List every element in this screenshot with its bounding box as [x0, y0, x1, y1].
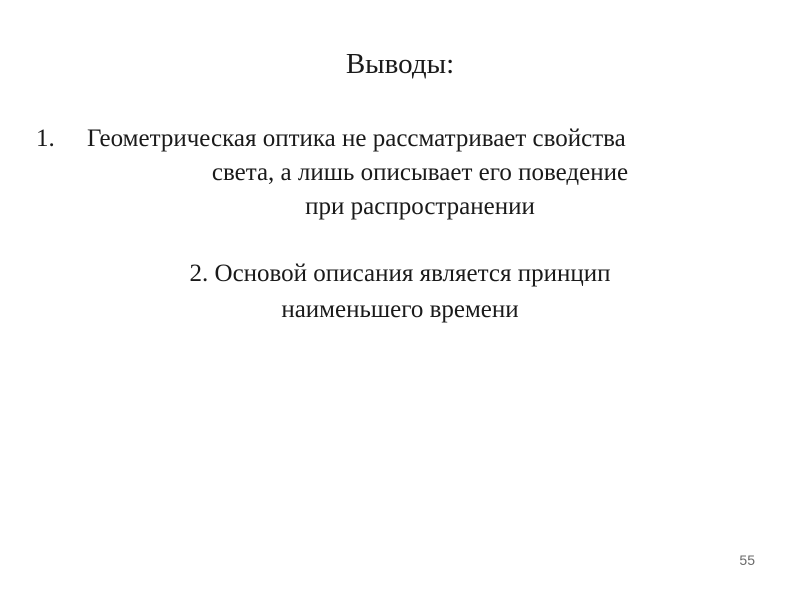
- conclusion-1-line-2: света, а лишь описывает его поведение: [211, 159, 629, 186]
- conclusion-2: [0, 256, 800, 328]
- slide-title: Выводы:: [345, 48, 455, 80]
- conclusion-1-number: 1.: [36, 125, 55, 152]
- conclusion-1-line-1: Геометрическая оптика не рассматривает свойства: [87, 125, 626, 152]
- conclusion-1: [40, 122, 800, 224]
- conclusion-1-line-3: при распространении: [305, 193, 535, 220]
- conclusion-2-line-2: наименьшего времени: [281, 296, 519, 323]
- page-number: 55: [739, 552, 755, 568]
- conclusion-2-line-1: 2. Основой описания является принцип: [189, 260, 611, 287]
